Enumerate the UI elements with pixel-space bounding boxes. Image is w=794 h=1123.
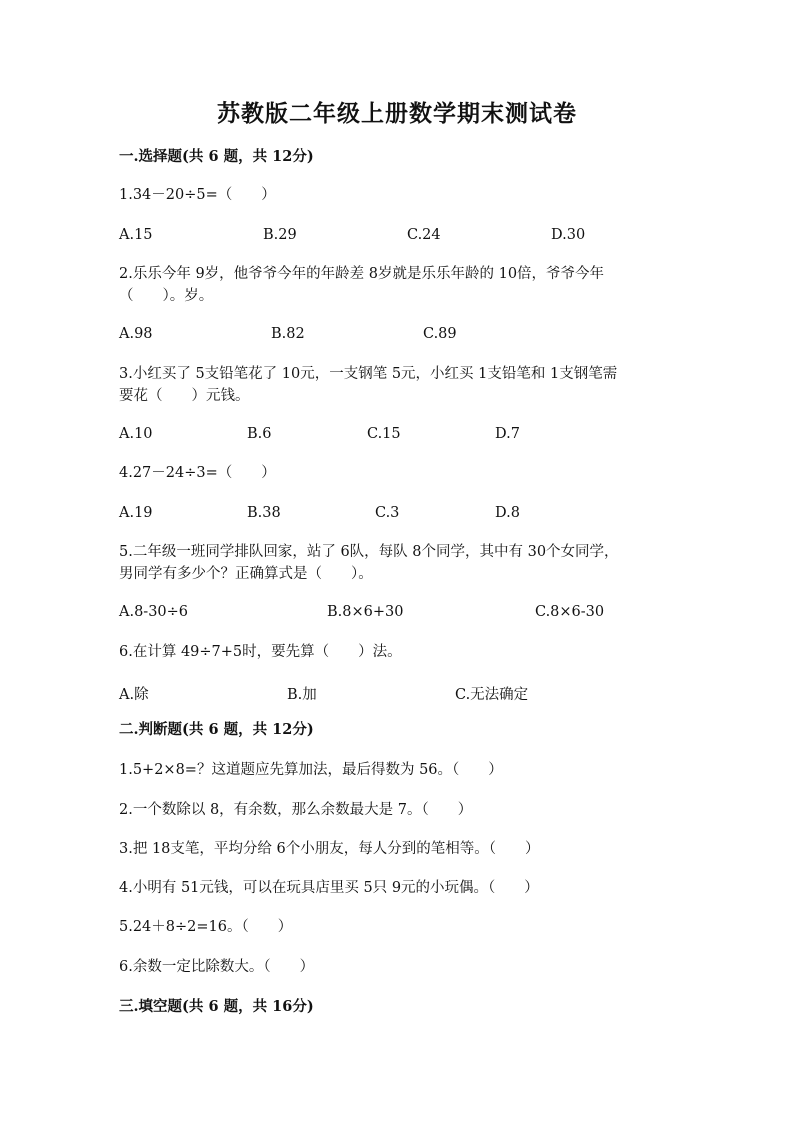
option-c: C.3 (375, 505, 400, 521)
option-a: A.98 (119, 326, 153, 342)
question-4: 4.27－24÷3=（ ） (119, 465, 276, 481)
page-title: 苏教版二年级上册数学期末测试卷 (217, 100, 577, 127)
question-3-line2: 要花（ ）元钱。 (119, 388, 250, 404)
judgment-item-6: 6.余数一定比除数大。（ ） (119, 959, 315, 975)
section-heading-fill: 三.填空题(共 6 题，共 16分) (119, 998, 314, 1015)
question-2-line1: 2.乐乐今年 9岁，他爷爷今年的年龄差 8岁就是乐乐年龄的 10倍，爷爷今年 (119, 266, 605, 282)
judgment-item-3: 3.把 18支笔，平均分给 6个小朋友，每人分到的笔相等。（ ） (119, 841, 540, 857)
option-b: B.8×6+30 (327, 604, 404, 620)
question-6: 6.在计算 49÷7+5时，要先算（ ）法。 (119, 644, 402, 660)
question-5-line2: 男同学有多少个？正确算式是（ ）。 (119, 566, 373, 582)
section-heading-choice: 一.选择题(共 6 题，共 12分) (119, 148, 314, 165)
option-d: D.30 (551, 227, 586, 243)
judgment-item-2: 2.一个数除以 8，有余数，那么余数最大是 7。（ ） (119, 802, 473, 818)
option-b: B.29 (263, 227, 297, 243)
question-1: 1.34－20÷5=（ ） (119, 187, 276, 203)
option-a: A.19 (119, 505, 153, 521)
option-b: B.6 (247, 426, 272, 442)
judgment-item-4: 4.小明有 51元钱，可以在玩具店里买 5只 9元的小玩偶。（ ） (119, 880, 539, 896)
option-a: A.10 (119, 426, 153, 442)
judgment-item-5: 5.24＋8÷2=16。（ ） (119, 919, 293, 935)
question-3-line1: 3.小红买了 5支铅笔花了 10元，一支钢笔 5元，小红买 1支铅笔和 1支钢笔需 (119, 366, 618, 382)
option-c: C.8×6-30 (535, 604, 605, 620)
option-a: A.除 (119, 687, 149, 703)
question-5-line1: 5.二年级一班同学排队回家，站了 6队，每队 8个同学，其中有 30个女同学， (119, 544, 619, 560)
option-d: D.8 (495, 505, 520, 521)
question-2-line2: （ ）。岁。 (119, 288, 214, 304)
judgment-item-1: 1.5+2×8=？这道题应先算加法，最后得数为 56。（ ） (119, 762, 503, 778)
option-c: C.24 (407, 227, 441, 243)
option-b: B.82 (271, 326, 305, 342)
option-b: B.加 (287, 687, 317, 703)
option-b: B.38 (247, 505, 281, 521)
option-d: D.7 (495, 426, 520, 442)
option-c: C.89 (423, 326, 457, 342)
section-heading-judgment: 二.判断题(共 6 题，共 12分) (119, 721, 314, 738)
option-c: C.15 (367, 426, 401, 442)
option-a: A.8-30÷6 (119, 604, 189, 620)
option-c: C.无法确定 (455, 687, 529, 703)
option-a: A.15 (119, 227, 153, 243)
